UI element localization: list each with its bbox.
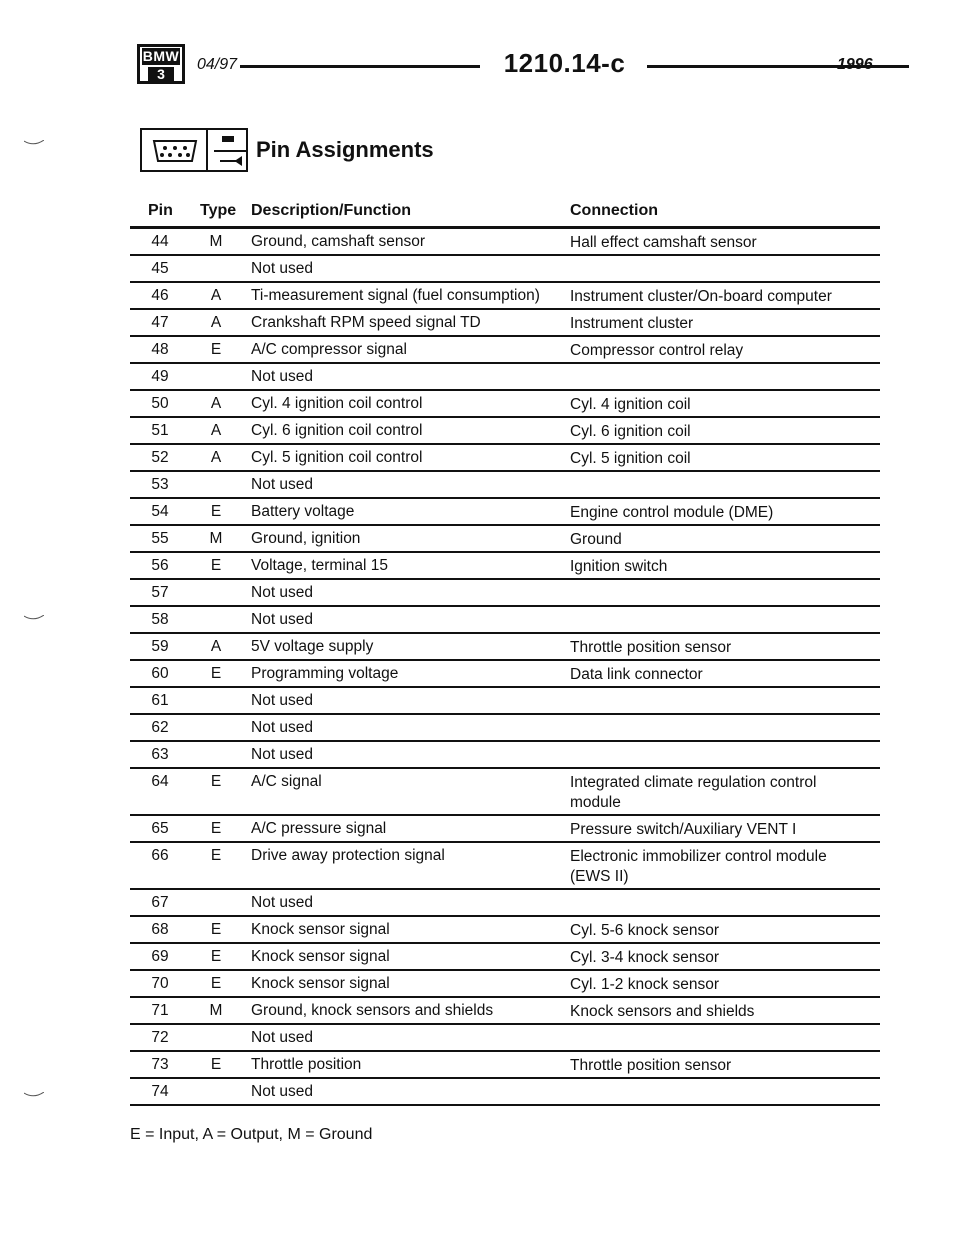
- pin-cell: 68: [151, 921, 169, 938]
- description-cell: Programming voltage: [251, 665, 399, 682]
- pin-cell: 49: [151, 368, 169, 385]
- section-title: Pin Assignments: [256, 137, 434, 162]
- pin-cell: 62: [151, 719, 169, 736]
- description-cell: A/C compressor signal: [251, 341, 407, 358]
- type-cell: A: [210, 449, 222, 466]
- description-cell: Not used: [251, 368, 314, 385]
- bmw-3-series-logo: [137, 44, 185, 84]
- description-cell: Knock sensor signal: [251, 921, 390, 938]
- column-header-pin: Pin: [148, 202, 173, 219]
- table-row: [130, 362, 880, 389]
- table-row: [130, 686, 880, 713]
- pin-cell: 61: [151, 692, 169, 709]
- description-cell: Not used: [251, 1029, 314, 1046]
- connection-cell: Instrument cluster: [570, 315, 694, 332]
- table-row: [130, 578, 880, 605]
- connection-cell: Hall effect camshaft sensor: [570, 234, 757, 251]
- description-cell: Knock sensor signal: [251, 975, 390, 992]
- header-rule-left: [240, 65, 480, 68]
- description-cell: Not used: [251, 611, 314, 628]
- connection-cell-continued: (EWS II): [570, 868, 629, 885]
- connection-cell: Pressure switch/Auxiliary VENT I: [570, 821, 797, 838]
- description-cell: Ti-measurement signal (fuel consumption): [251, 287, 540, 304]
- table-row: [130, 1050, 880, 1077]
- pin-cell: 69: [151, 948, 169, 965]
- connection-cell: Compressor control relay: [570, 342, 744, 359]
- connection-cell: Engine control module (DME): [570, 504, 774, 521]
- description-cell: Not used: [251, 1083, 314, 1100]
- description-cell: Not used: [251, 692, 314, 709]
- description-cell: A/C pressure signal: [251, 820, 387, 837]
- connection-cell: Instrument cluster/On-board computer: [570, 288, 832, 305]
- description-cell: Ground, camshaft sensor: [251, 233, 426, 250]
- table-row: [130, 915, 880, 942]
- table-row: [130, 632, 880, 659]
- pin-cell: 57: [151, 584, 169, 601]
- icon-divider: [206, 130, 208, 172]
- table-row: [130, 551, 880, 578]
- pin-cell: 72: [151, 1029, 169, 1046]
- table-row: [130, 942, 880, 969]
- legend: E = Input, A = Output, M = Ground: [130, 1126, 373, 1143]
- table-row: [130, 1077, 880, 1106]
- table-row: [130, 308, 880, 335]
- connection-cell: Knock sensors and shields: [570, 1003, 755, 1020]
- table-row: [130, 888, 880, 915]
- description-cell: Not used: [251, 584, 314, 601]
- table-row: [130, 740, 880, 767]
- logo-brand: BMW: [142, 48, 180, 64]
- table-row: [130, 281, 880, 308]
- description-cell: Cyl. 5 ignition coil control: [251, 449, 423, 466]
- pin-cell: 59: [151, 638, 169, 655]
- pin-cell: 70: [151, 975, 169, 992]
- table-row: [130, 470, 880, 497]
- connection-cell: Cyl. 6 ignition coil: [570, 423, 691, 440]
- description-cell: Not used: [251, 719, 314, 736]
- connection-cell: Throttle position sensor: [570, 1057, 732, 1074]
- table-row: [130, 1023, 880, 1050]
- type-cell: E: [210, 503, 222, 520]
- pin-cell: 66: [151, 847, 169, 864]
- document-number: 1210.14-c: [503, 48, 626, 78]
- type-cell: E: [210, 948, 222, 965]
- pin-cell: 60: [151, 665, 169, 682]
- pin-cell: 53: [151, 476, 169, 493]
- icon-box: [140, 128, 248, 172]
- pin-cell: 64: [151, 773, 169, 790]
- type-cell: E: [210, 341, 222, 358]
- table-row: [130, 659, 880, 686]
- type-cell: A: [210, 287, 222, 304]
- description-cell: Knock sensor signal: [251, 948, 390, 965]
- description-cell: Not used: [251, 260, 314, 277]
- type-cell: E: [210, 820, 222, 837]
- pin-assignment-table: [130, 226, 880, 1106]
- pin-cell: 73: [151, 1056, 169, 1073]
- description-cell: A/C signal: [251, 773, 322, 790]
- description-cell: Not used: [251, 476, 314, 493]
- type-cell: A: [210, 395, 222, 412]
- connection-cell: Electronic immobilizer control module: [570, 848, 827, 865]
- pin-cell: 54: [151, 503, 169, 520]
- description-cell: Crankshaft RPM speed signal TD: [251, 314, 481, 331]
- pin-cell: 52: [151, 449, 169, 466]
- pin-cell: 44: [151, 233, 169, 250]
- description-cell: Voltage, terminal 15: [251, 557, 389, 574]
- pin-cell: 50: [151, 395, 169, 412]
- page-header: [137, 44, 877, 84]
- description-cell: Battery voltage: [251, 503, 355, 520]
- connection-cell: Ground: [570, 531, 622, 548]
- description-cell: Cyl. 6 ignition coil control: [251, 422, 423, 439]
- type-cell: M: [209, 530, 223, 547]
- pin-cell: 48: [151, 341, 169, 358]
- type-cell: A: [210, 638, 222, 655]
- pin-cell: 58: [151, 611, 169, 628]
- logo-series: 3: [148, 67, 174, 81]
- pin-cell: 65: [151, 820, 169, 837]
- pin-cell: 63: [151, 746, 169, 763]
- connection-cell: Cyl. 5-6 knock sensor: [570, 922, 720, 939]
- pin-cell: 67: [151, 894, 169, 911]
- pin-cell: 45: [151, 260, 169, 277]
- table-row: [130, 497, 880, 524]
- description-cell: Drive away protection signal: [251, 847, 445, 864]
- type-cell: E: [210, 847, 222, 864]
- table-row: [130, 767, 880, 814]
- connection-cell: Cyl. 3-4 knock sensor: [570, 949, 720, 966]
- type-cell: E: [210, 773, 222, 790]
- connection-cell: Throttle position sensor: [570, 639, 732, 656]
- table-row: [130, 524, 880, 551]
- description-cell: Throttle position: [251, 1056, 362, 1073]
- column-header-type: Type: [200, 202, 237, 219]
- type-cell: E: [210, 975, 222, 992]
- type-cell: M: [209, 233, 223, 250]
- margin-mark: [24, 1092, 44, 1098]
- type-cell: E: [210, 665, 222, 682]
- margin-mark: [24, 615, 44, 621]
- table-row: [130, 416, 880, 443]
- table-row: [130, 969, 880, 996]
- description-cell: Cyl. 4 ignition coil control: [251, 395, 423, 412]
- type-cell: M: [209, 1002, 223, 1019]
- column-header-description: Description/Function: [251, 202, 411, 219]
- type-cell: E: [210, 1056, 222, 1073]
- connection-cell: Ignition switch: [570, 558, 668, 575]
- table-row: [130, 841, 880, 888]
- type-cell: A: [210, 422, 222, 439]
- table-row: [130, 335, 880, 362]
- connection-cell: Cyl. 4 ignition coil: [570, 396, 691, 413]
- table-row: [130, 605, 880, 632]
- pin-cell: 74: [151, 1083, 169, 1100]
- description-cell: Not used: [251, 746, 314, 763]
- table-row: [130, 814, 880, 841]
- pin-assignment-icon: [214, 134, 246, 170]
- connection-cell-continued: module: [570, 794, 621, 811]
- type-cell: A: [210, 314, 222, 331]
- table-row: [130, 713, 880, 740]
- table-row: [130, 389, 880, 416]
- connector-icon: [150, 139, 200, 163]
- table-row: [130, 996, 880, 1023]
- table-row: [130, 254, 880, 281]
- pin-cell: 51: [151, 422, 169, 439]
- table-header: [130, 200, 880, 226]
- type-cell: E: [210, 921, 222, 938]
- header-year: 1996: [837, 56, 873, 73]
- description-cell: Ground, ignition: [251, 530, 361, 547]
- pin-cell: 47: [151, 314, 169, 331]
- description-cell: 5V voltage supply: [251, 638, 374, 655]
- connection-cell: Data link connector: [570, 666, 703, 683]
- type-cell: E: [210, 557, 222, 574]
- connection-cell: Integrated climate regulation control: [570, 774, 817, 791]
- pin-cell: 71: [151, 1002, 169, 1019]
- margin-mark: [24, 140, 44, 146]
- pin-cell: 46: [151, 287, 169, 304]
- table-row: [130, 226, 880, 254]
- connection-cell: Cyl. 5 ignition coil: [570, 450, 691, 467]
- section-header: [140, 128, 540, 172]
- description-cell: Not used: [251, 894, 314, 911]
- table-row: [130, 443, 880, 470]
- description-cell: Ground, knock sensors and shields: [251, 1002, 494, 1019]
- pin-cell: 55: [151, 530, 169, 547]
- column-header-connection: Connection: [570, 202, 658, 219]
- header-date: 04/97: [197, 56, 238, 73]
- connection-cell: Cyl. 1-2 knock sensor: [570, 976, 720, 993]
- pin-cell: 56: [151, 557, 169, 574]
